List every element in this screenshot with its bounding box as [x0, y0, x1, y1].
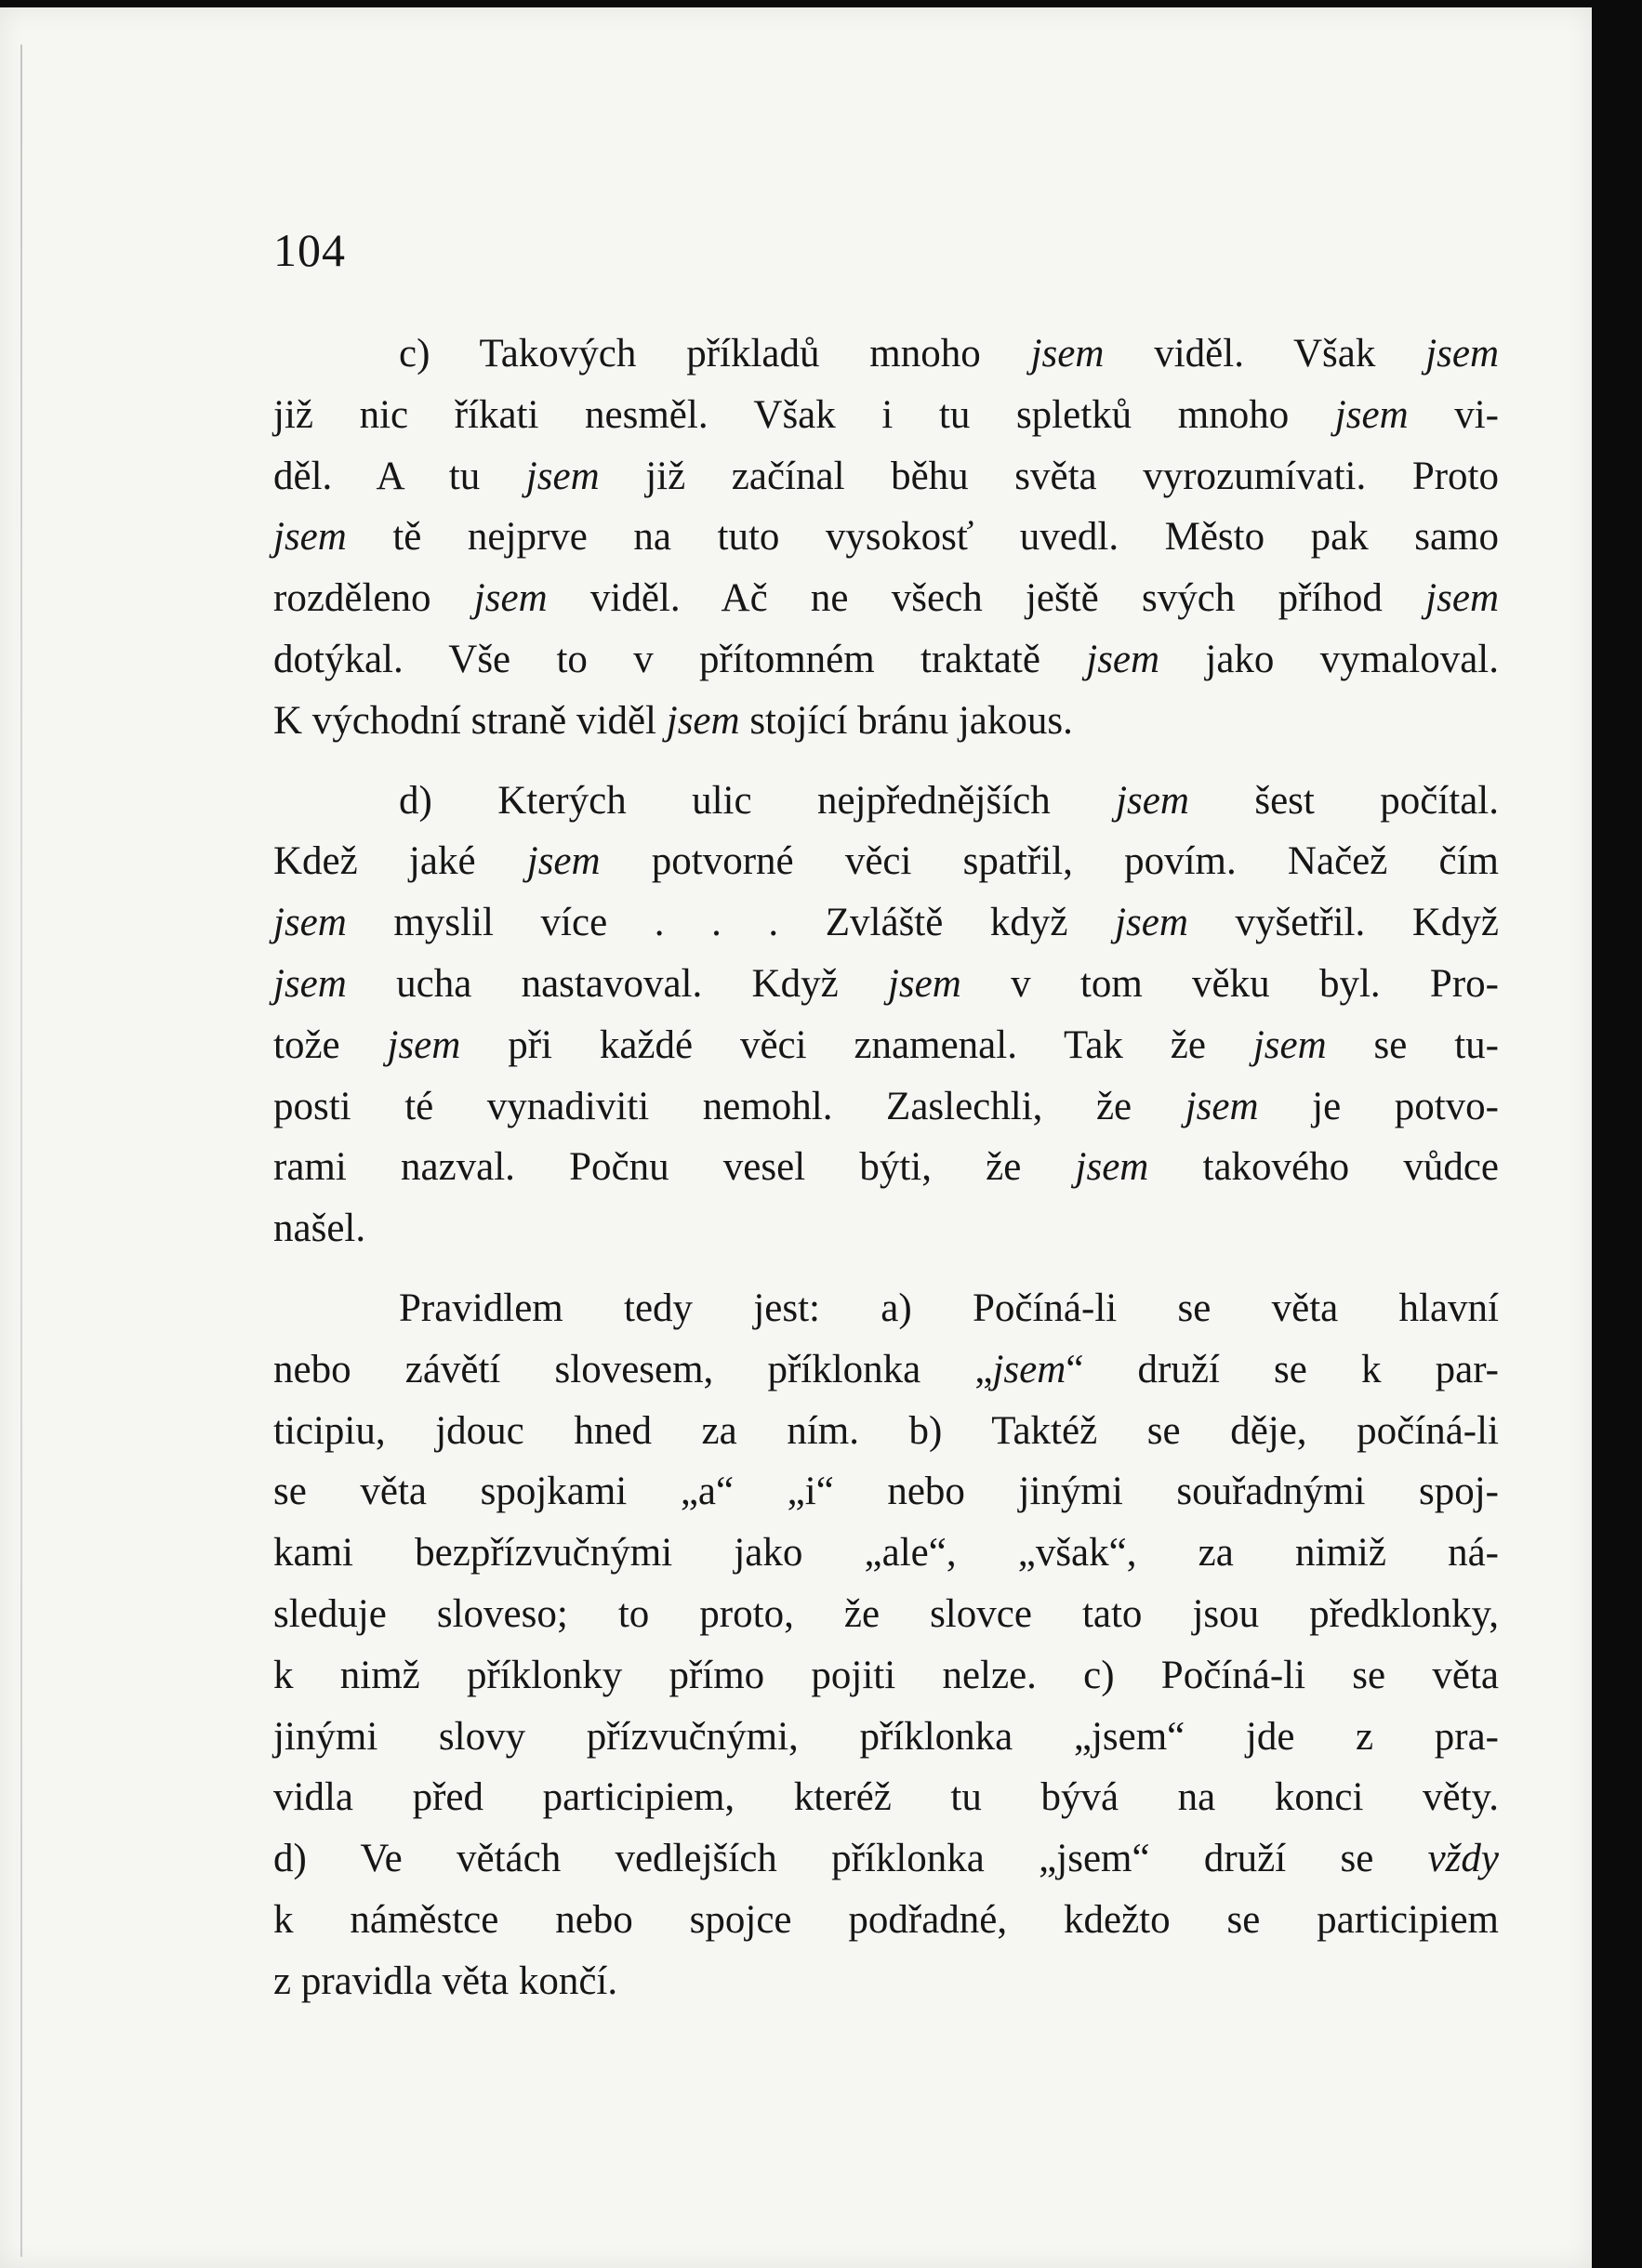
text-run: ucha nastavoval. Když	[346, 961, 888, 1006]
text-run: při každé věci znamenal. Tak že	[460, 1022, 1253, 1067]
text-line	[273, 1645, 1499, 1707]
italic-word: jsem	[1086, 637, 1160, 681]
text-run: v tom věku byl. Pro-	[960, 961, 1499, 1006]
text-run: kami bezpřízvučnými jako „ale“, „však“, za nimiž ná-	[273, 1531, 1499, 1576]
text-run: potvorné věci spatřil, povím. Načež čím	[600, 839, 1500, 884]
italic-word: jsem	[1115, 901, 1188, 945]
text-run: “ druží se k par-	[1066, 1347, 1500, 1391]
text-run: jinými slovy přízvučnými, příklonka „jsem“ jde z pra-	[273, 1714, 1499, 1759]
text-line	[273, 1767, 1499, 1828]
text-run: je potvo-	[1258, 1084, 1499, 1128]
text-run: Kdež jaké	[273, 839, 527, 884]
text-line	[273, 954, 1499, 1015]
book-page	[0, 7, 1592, 2268]
italic-word: jsem	[273, 961, 347, 1006]
italic-word: jsem	[1185, 1084, 1259, 1128]
text-run: Pravidlem tedy jest: a) Počíná-li se věta hlavní	[399, 1286, 1499, 1330]
italic-word: jsem	[1425, 332, 1500, 376]
paragraph	[273, 1278, 1499, 2012]
italic-word: vždy	[1427, 1837, 1499, 1881]
text-run: K východní straně viděl	[273, 698, 667, 743]
text-run: d) Ve větách vedlejších příklonka „jsem“ druží se	[273, 1837, 1428, 1881]
text-run: rozděleno	[273, 576, 474, 621]
paragraph	[273, 771, 1499, 1259]
text-run: již nic říkati nesměl. Však i tu spletků mnoho	[273, 392, 1335, 437]
italic-word: jsem	[273, 515, 347, 560]
italic-word: jsem	[887, 961, 961, 1006]
paragraph	[273, 323, 1499, 752]
italic-word: jsem	[525, 454, 600, 498]
text-line	[273, 446, 1499, 508]
text-line	[273, 1198, 1499, 1259]
italic-word: jsem	[526, 839, 601, 884]
text-run: se věta spojkami „a“ „i“ nebo jinými souřadnými spoj-	[273, 1470, 1499, 1514]
text-run: dotýkal. Vše to v přítomném traktatě	[273, 637, 1087, 681]
italic-word: jsem	[273, 901, 347, 945]
text-run: vidla před participiem, kteréž tu bývá na konci věty.	[273, 1775, 1499, 1820]
text-run: rami nazval. Počnu vesel býti, že	[273, 1145, 1076, 1190]
text-run: k nimž příklonky přímo pojiti nelze. c) Počíná-li se věta	[273, 1653, 1499, 1697]
text-line	[273, 1137, 1499, 1198]
text-run: d) Kterých ulic nejpřednějších	[399, 778, 1117, 823]
text-run: takového vůdce	[1148, 1145, 1499, 1190]
text-line	[273, 1015, 1499, 1076]
text-run: šest počítal.	[1188, 778, 1499, 823]
italic-word: jsem	[1116, 778, 1189, 823]
italic-word: jsem	[1425, 576, 1499, 621]
text-run: vi-	[1408, 392, 1499, 437]
italic-word: jsem	[992, 1347, 1066, 1391]
text-line	[273, 385, 1499, 446]
text-run: viděl. Ač ne všech ještě svých příhod	[547, 576, 1426, 621]
text-run: viděl. Však	[1104, 332, 1426, 376]
text-run: nebo závětí slovesem, příklonka „	[273, 1347, 993, 1391]
italic-word: jsem	[1252, 1022, 1327, 1067]
italic-word: jsem	[387, 1022, 461, 1067]
text-line	[273, 771, 1499, 832]
italic-word: jsem	[1030, 332, 1105, 376]
text-line	[273, 568, 1499, 629]
text-run: z pravidla věta končí.	[273, 1958, 618, 2003]
text-line	[273, 1951, 1499, 2012]
text-run: jako vymaloval.	[1159, 637, 1499, 681]
italic-word: jsem	[1334, 392, 1409, 437]
text-run: stojící bránu jakous.	[739, 698, 1073, 743]
text-line	[273, 1523, 1499, 1584]
text-line	[273, 507, 1499, 568]
text-line	[273, 1401, 1499, 1462]
text-line	[273, 1828, 1499, 1890]
italic-word: jsem	[1075, 1145, 1149, 1190]
text-line	[273, 691, 1499, 752]
text-run: posti té vynadiviti nemohl. Zaslechli, že	[273, 1084, 1185, 1128]
text-run: již začínal běhu světa vyrozumívati. Proto	[599, 454, 1499, 498]
text-line	[273, 1707, 1499, 1768]
body-text	[273, 323, 1499, 2012]
text-line	[273, 1461, 1499, 1523]
text-line	[273, 629, 1499, 691]
text-run: k náměstce nebo spojce podřadné, kdežto se participiem	[273, 1897, 1499, 1942]
italic-word: jsem	[666, 698, 740, 743]
text-run: ticipiu, jdouc hned za ním. b) Taktéž se děje, počíná-li	[273, 1408, 1499, 1453]
text-line	[273, 323, 1499, 385]
text-run: tě nejprve na tuto vysokosť uvedl. Město pak samo	[346, 515, 1499, 560]
text-run: děl. A tu	[273, 454, 526, 498]
text-line	[273, 1278, 1499, 1339]
page-number: 104	[273, 224, 346, 276]
text-line	[273, 1339, 1499, 1401]
page-edge	[20, 45, 22, 2257]
text-line	[273, 1584, 1499, 1645]
text-line	[273, 831, 1499, 892]
text-run: vyšetřil. Když	[1187, 901, 1499, 945]
text-line	[273, 892, 1499, 954]
text-run: c) Takových příkladů mnoho	[399, 332, 1031, 376]
italic-word: jsem	[473, 576, 548, 621]
text-run: tože	[273, 1022, 388, 1067]
text-run: našel.	[273, 1207, 366, 1251]
text-run: myslil více . . . Zvláště když	[346, 901, 1116, 945]
text-line	[273, 1076, 1499, 1138]
text-run: sleduje sloveso; to proto, že slovce tato jsou předklonky,	[273, 1591, 1499, 1636]
text-line	[273, 1890, 1499, 1951]
text-run: se tu-	[1326, 1022, 1499, 1067]
